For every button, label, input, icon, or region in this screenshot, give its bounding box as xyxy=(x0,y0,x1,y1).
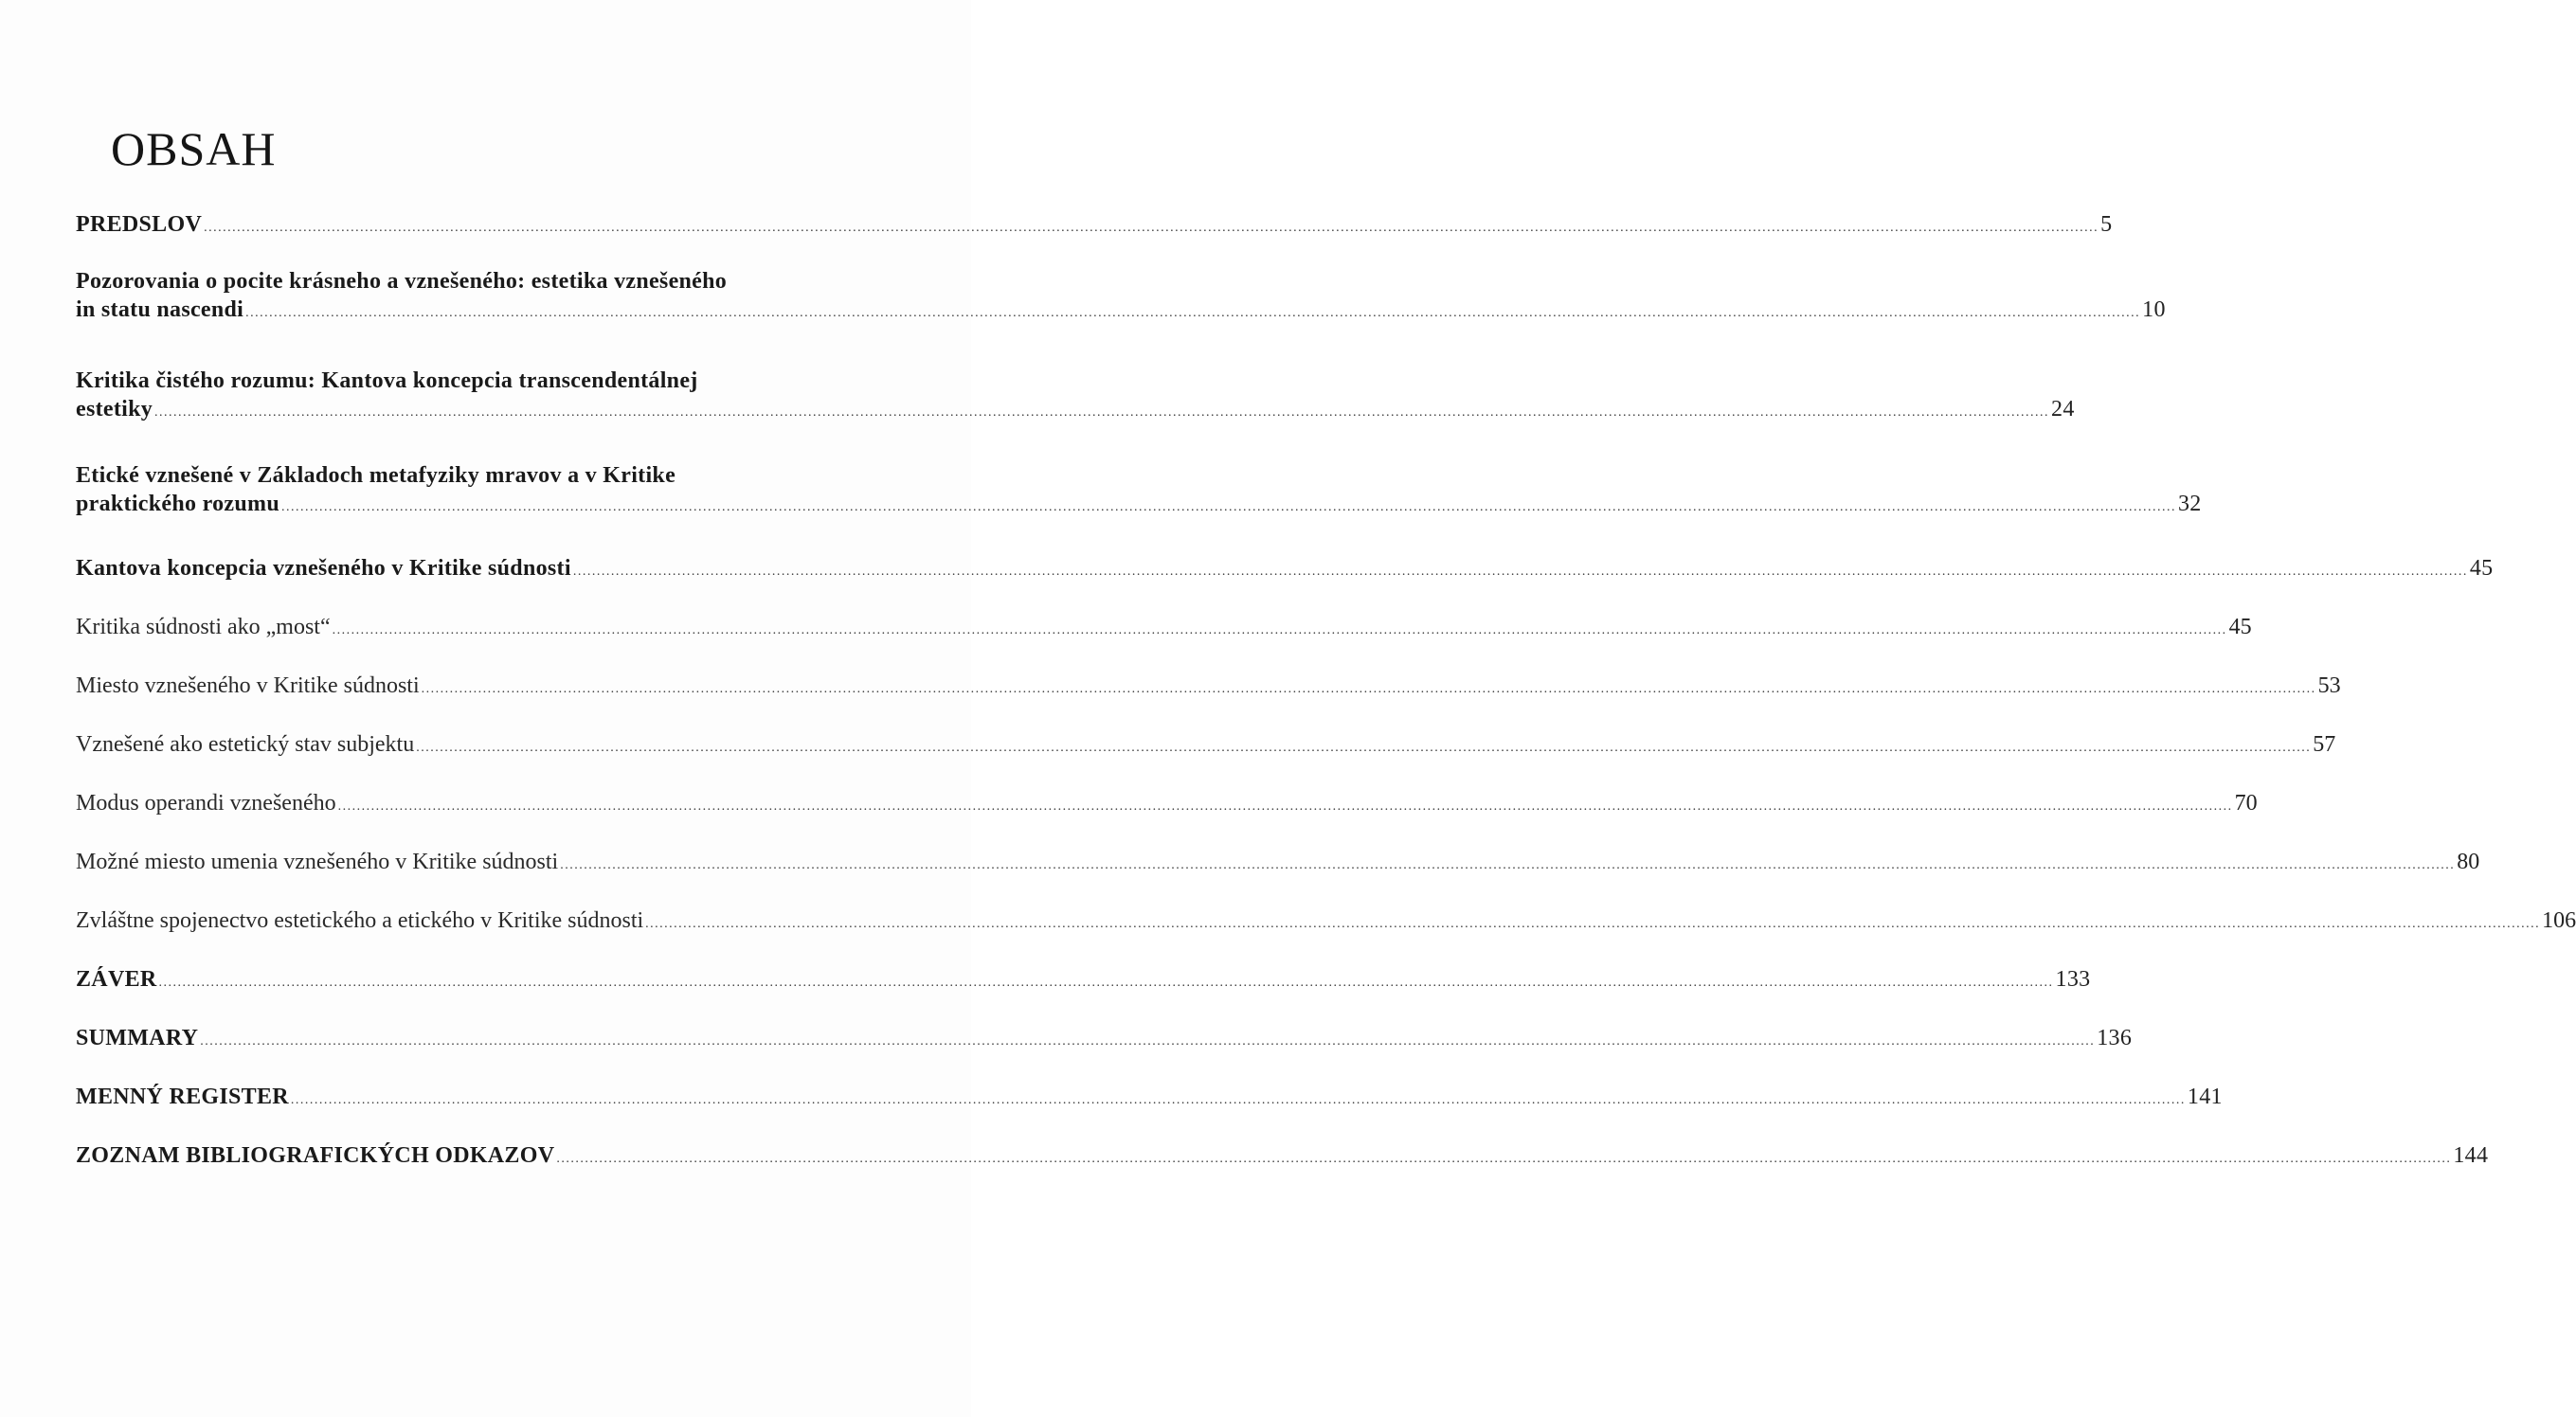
dot-leader: ................................................................................................................................................................................................................................................................................................................................................................................................................ xyxy=(572,565,2468,579)
toc-entry[interactable] xyxy=(76,672,2341,700)
toc-page-number: 45 xyxy=(2469,556,2494,581)
toc-entry-row xyxy=(76,1141,2489,1170)
toc-entry-title: Možné miesto umenia vznešeného v Kritike súdnosti xyxy=(76,850,559,874)
toc-entry-title: praktického rozumu xyxy=(76,492,279,516)
dot-leader: ................................................................................................................................................................................................................................................................................................................................................................................................................ xyxy=(332,623,2227,637)
toc-entry-row xyxy=(76,965,2091,994)
toc-entry[interactable] xyxy=(76,730,2336,759)
toc-entry-title: Modus operandi vznešeného xyxy=(76,791,336,816)
toc-entry-row xyxy=(76,395,2075,423)
toc-entry-title-line1: Etické vznešené v Základoch metafyziky mravov a v Kritike xyxy=(76,463,676,488)
toc-entry[interactable] xyxy=(76,267,2166,324)
dot-leader: ................................................................................................................................................................................................................................................................................................................................................................................................................ xyxy=(200,1034,2096,1049)
toc-page-number: 136 xyxy=(2097,1026,2133,1050)
toc-page-number: 5 xyxy=(2100,212,2113,237)
toc-entry-row xyxy=(76,789,2258,817)
toc-entry-row xyxy=(76,613,2252,641)
toc-page-number: 70 xyxy=(2234,791,2258,816)
toc-entry[interactable] xyxy=(76,1024,2133,1052)
toc-entry-title: SUMMARY xyxy=(76,1026,199,1050)
dot-leader: ................................................................................................................................................................................................................................................................................................................................................................................................................ xyxy=(204,221,2099,235)
toc-entry-title: Kantova koncepcia vznešeného v Kritike súdnosti xyxy=(76,556,571,581)
toc-entry-row xyxy=(76,490,2202,518)
toc-entry-title: Zvláštne spojenectvo estetického a etického v Kritike súdnosti xyxy=(76,908,644,933)
dot-leader: ................................................................................................................................................................................................................................................................................................................................................................................................................ xyxy=(158,976,2054,990)
toc-entry[interactable] xyxy=(76,461,2202,518)
toc-entry[interactable] xyxy=(76,789,2258,817)
toc-entry-title: MENNÝ REGISTER xyxy=(76,1085,289,1109)
page-title: OBSAH xyxy=(111,122,277,175)
toc-entry-row xyxy=(76,1024,2133,1052)
toc-entry-row xyxy=(76,730,2336,759)
toc-entry-row xyxy=(76,210,2113,239)
toc-entry-row xyxy=(76,848,2480,876)
toc-page-number: 53 xyxy=(2317,673,2341,698)
dot-leader: ................................................................................................................................................................................................................................................................................................................................................................................................................ xyxy=(280,500,2176,514)
toc-entry-title-line1: Pozorovania o pocite krásneho a vznešeného: estetika vznešeného xyxy=(76,269,728,294)
dot-leader: ................................................................................................................................................................................................................................................................................................................................................................................................................ xyxy=(560,858,2456,872)
toc-entry-title: ZÁVER xyxy=(76,967,157,992)
toc-entry-row xyxy=(76,1083,2223,1111)
toc-page-number: 133 xyxy=(2055,967,2091,992)
toc-entry-row xyxy=(76,554,2494,583)
toc-page-number: 32 xyxy=(2177,492,2202,516)
toc-page-number: 57 xyxy=(2313,732,2336,757)
toc-entry-row xyxy=(76,906,2576,935)
toc-entry-title: Vznešené ako estetický stav subjektu xyxy=(76,732,415,757)
toc-entry[interactable] xyxy=(76,1083,2223,1111)
toc-page-number: 45 xyxy=(2228,615,2252,639)
toc-entry-title: Kritika súdnosti ako „most“ xyxy=(76,615,331,639)
toc-entry-title: in statu nascendi xyxy=(76,297,244,322)
toc-entry[interactable] xyxy=(76,1141,2489,1170)
toc-page-number: 141 xyxy=(2187,1085,2223,1109)
toc-page-number: 144 xyxy=(2453,1143,2489,1168)
toc-page-number: 80 xyxy=(2457,850,2480,874)
toc-entry[interactable] xyxy=(76,613,2252,641)
toc-page-number: 106 xyxy=(2542,908,2576,933)
toc-entry-title: estetiky xyxy=(76,397,153,422)
dot-leader: ................................................................................................................................................................................................................................................................................................................................................................................................................ xyxy=(154,405,2050,420)
dot-leader: ................................................................................................................................................................................................................................................................................................................................................................................................................ xyxy=(416,741,2312,755)
toc-page-number: 10 xyxy=(2142,297,2166,322)
toc-entry-title: Miesto vznešeného v Kritike súdnosti xyxy=(76,673,420,698)
toc-entry[interactable] xyxy=(76,965,2091,994)
toc-entry-title-line1: Kritika čistého rozumu: Kantova koncepcia transcendentálnej xyxy=(76,368,698,393)
dot-leader: ................................................................................................................................................................................................................................................................................................................................................................................................................ xyxy=(645,917,2541,931)
dot-leader: ................................................................................................................................................................................................................................................................................................................................................................................................................ xyxy=(245,306,2141,320)
dot-leader: ................................................................................................................................................................................................................................................................................................................................................................................................................ xyxy=(556,1152,2452,1166)
toc-entry-row xyxy=(76,672,2341,700)
toc-entry[interactable] xyxy=(76,367,2075,423)
toc-entry[interactable] xyxy=(76,554,2494,583)
dot-leader: ................................................................................................................................................................................................................................................................................................................................................................................................................ xyxy=(290,1093,2186,1107)
toc-entry-row xyxy=(76,296,2166,324)
toc-entry[interactable] xyxy=(76,210,2113,239)
toc-entry[interactable] xyxy=(76,906,2576,935)
dot-leader: ................................................................................................................................................................................................................................................................................................................................................................................................................ xyxy=(337,799,2233,814)
toc-entry-title: ZOZNAM BIBLIOGRAFICKÝCH ODKAZOV xyxy=(76,1143,555,1168)
toc-entry-title: PREDSLOV xyxy=(76,212,203,237)
toc-page-number: 24 xyxy=(2051,397,2075,422)
toc-entry[interactable] xyxy=(76,848,2480,876)
dot-leader: ................................................................................................................................................................................................................................................................................................................................................................................................................ xyxy=(421,682,2316,696)
